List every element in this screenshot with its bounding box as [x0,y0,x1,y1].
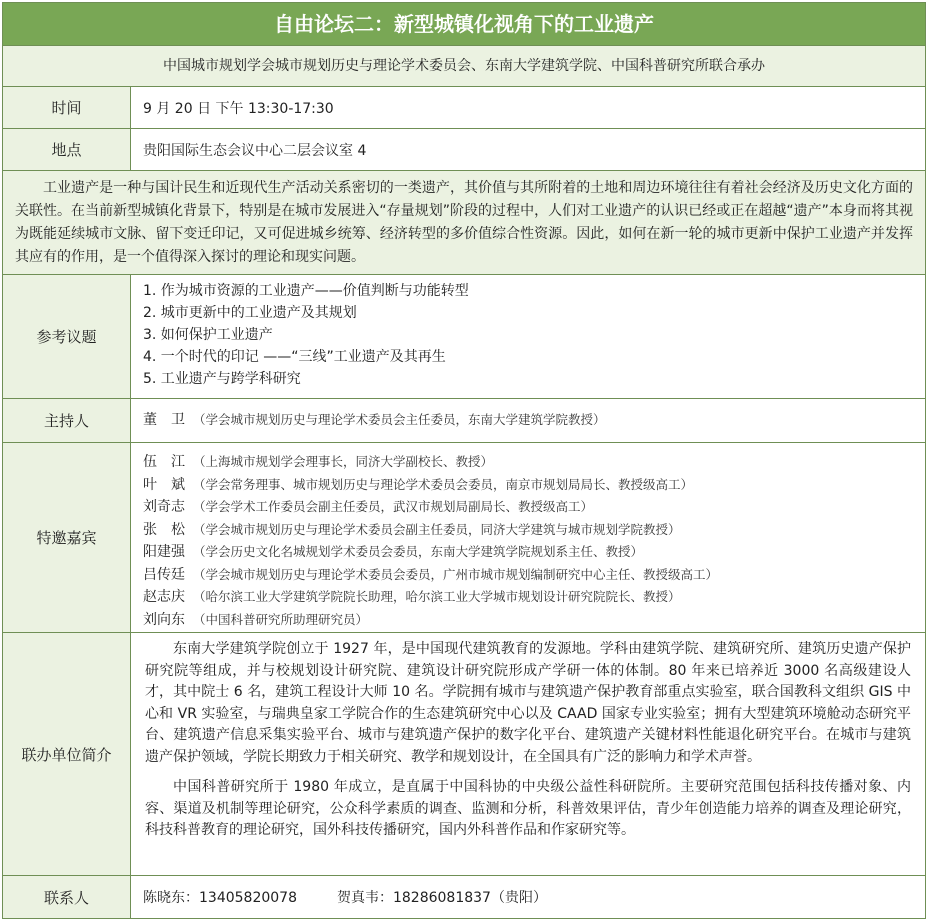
guest-desc: （学会城市规划历史与理论学术委员会委员，广州市城市规划编制研究中心主任、教授级高工） [193,566,719,582]
time-label: 时间 [3,87,131,128]
guest-desc: （中国科普研究所助理研究员） [193,611,369,627]
topics-label: 参考议题 [3,275,131,398]
guest-item [143,609,915,632]
org-paragraph-seu: 东南大学建筑学院创立于 1927 年，是中国现代建筑教育的发源地。学科由建筑学院、建筑研究所、建筑历史遗产保护研究院等组成，并与校规划设计研究院、建筑设计研究院形成产学研一体的体制。80 年来已培养近 3000 名高级建设人才，其中院士 6 名，建筑工程设计大师 10 名。学院拥有城市与建筑遗产保护教育部重点实验室，联合国教科文组织 GIS 中心和 VR 实验室，与瑞典皇家工学院合作的生态建筑研究中心以及 CAAD 国家专业实验室；拥有大型建筑环境舱动态研究平台、建筑遗产信息采集实验平台、城市与建筑遗产保护的数字化平台、建筑遗产关键材料性能退化研究平台。在城市与建筑遗产保护领域，学院长期致力于相关研究、教学和规划设计，在全国具有广泛的影响力和学术声誉。 [145,641,911,765]
guest-desc: （上海城市规划学会理事长，同济大学副校长、教授） [193,454,494,469]
guest-desc: （学会历史文化名城规划学术委员会委员，东南大学建筑学院规划系主任、教授） [193,544,644,559]
topic-item: 4. 一个时代的印记 ——“三线”工业遗产及其再生 [143,349,446,365]
topic-item: 2. 城市更新中的工业遗产及其规划 [143,305,357,321]
contact-person-2: 贺真韦：18286081837（贵阳） [336,890,547,906]
guest-item [143,564,915,587]
guest-item [143,451,915,474]
topics-list-cell [131,275,925,398]
topic-item: 1. 作为城市资源的工业遗产——价值判断与功能转型 [143,283,469,299]
place-value: 贵阳国际生态会议中心二层会议室 4 [143,142,367,159]
guests-label: 特邀嘉宾 [3,443,131,632]
topic-item: 5. 工业遗产与跨学科研究 [143,371,301,387]
guest-name: 张 松 [143,521,185,538]
guest-name: 叶 斌 [143,476,185,493]
host-cell [131,399,925,442]
guest-name: 刘向东 [143,611,185,628]
guest-desc: （哈尔滨工业大学建筑学院院长助理，哈尔滨工业大学城市规划设计研究院院长、教授） [193,589,681,604]
orgs-text [131,633,925,875]
place-row [3,129,925,171]
org-paragraph-crsp: 中国科普研究所于 1980 年成立，是直属于中国科协的中央级公益性科研院所。主要研究范围包括科技传播对象、内容、渠道及机制等理论研究，公众科学素质的调查、监测和分析，科普效果评估，青少年创造能力培养的调查及理论研究，科技科普教育的理论研究，国外科技传播研究，国内外科普作品和作家研究等。 [145,779,911,838]
orgs-row [3,633,925,876]
time-row [3,87,925,129]
contact-row [3,876,925,918]
guests-list [131,443,925,632]
forum-table [2,2,926,919]
host-name: 董 卫 [143,412,185,429]
contact-cell [131,876,925,918]
guest-item [143,496,915,519]
forum-title: 自由论坛二：新型城镇化视角下的工业遗产 [3,3,925,46]
guest-name: 吕传廷 [143,566,185,583]
place-label: 地点 [3,129,131,170]
organizers-line: 中国城市规划学会城市规划历史与理论学术委员会、东南大学建筑学院、中国科普研究所联合承办 [3,46,925,87]
guests-row [3,443,925,633]
intro-paragraph: 工业遗产是一种与国计民生和近现代生产活动关系密切的一类遗产，其价值与其所附着的土地和周边环境往往有着社会经济及历史文化方面的关联性。在当前新型城镇化背景下，特别是在城市发展进入“存量规划”阶段的过程中，人们对工业遗产的认识已经或正在超越“遗产”本身而将其视为既能延续城市文脉、留下变迁印记，又可促进城乡统筹、经济转型的多价值综合性资源。因此，如何在新一轮的城市更新中保护工业遗产并发挥其应有的作用，是一个值得深入探讨的理论和现实问题。 [3,171,925,275]
host-desc: （学会城市规划历史与理论学术委员会主任委员，东南大学建筑学院教授） [193,412,606,428]
guest-item [143,586,915,609]
guest-desc: （学会常务理事、城市规划历史与理论学术委员会委员，南京市规划局局长、教授级高工） [193,476,694,492]
guest-name: 伍 江 [143,454,185,470]
contact-person-1: 陈晓东：13405820078 [143,890,297,906]
host-label: 主持人 [3,399,131,442]
guest-item [143,519,915,542]
guest-name: 赵志庆 [143,589,185,605]
guest-desc: （学会学术工作委员会副主任委员，武汉市规划局副局长、教授级高工） [193,499,594,514]
orgs-label: 联办单位简介 [3,633,131,875]
topic-item: 3. 如何保护工业遗产 [143,327,273,343]
guest-item [143,474,915,497]
guest-name: 阳建强 [143,544,185,560]
guest-item [143,541,915,564]
host-row [3,399,925,443]
guest-name: 刘奇志 [143,499,185,515]
guest-desc: （学会城市规划历史与理论学术委员会副主任委员，同济大学建筑与城市规划学院教授） [193,521,681,537]
time-value: 9 月 20 日 下午 13:30-17:30 [143,100,334,117]
contact-label: 联系人 [3,876,131,918]
topics-list [143,275,915,390]
topics-row [3,275,925,399]
